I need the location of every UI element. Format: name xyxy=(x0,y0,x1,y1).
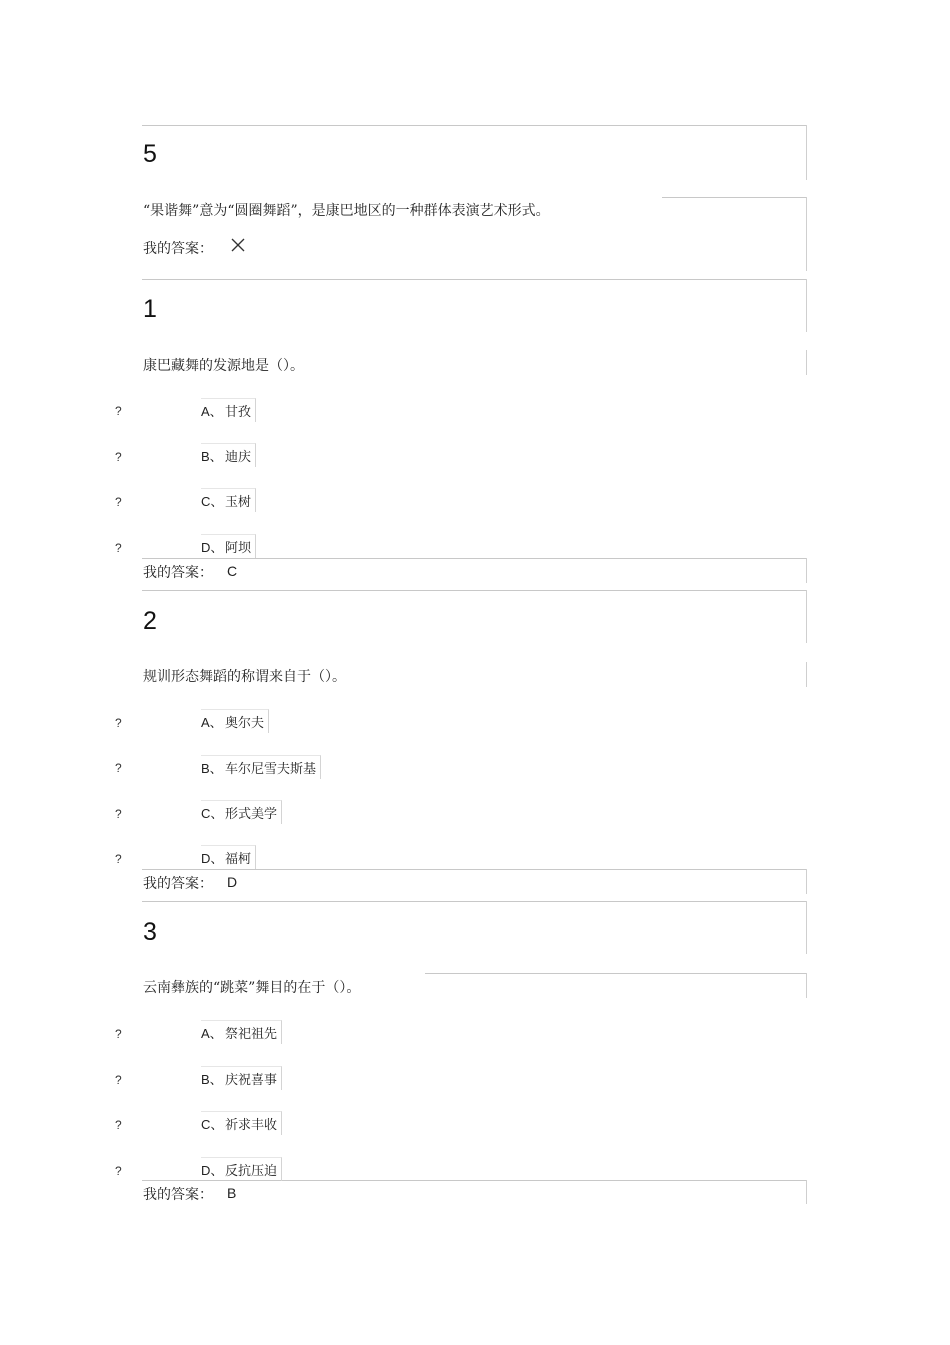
divider xyxy=(806,279,807,332)
divider xyxy=(806,662,807,687)
divider xyxy=(806,197,807,271)
option-text: 迪庆 xyxy=(225,450,252,465)
option-letter: D、 xyxy=(201,540,224,555)
option-letter: D、 xyxy=(201,1163,224,1178)
divider xyxy=(142,869,807,870)
option-text: 祭祀祖先 xyxy=(225,1027,278,1042)
option-bullet: ? xyxy=(115,716,122,730)
option-bullet: ? xyxy=(115,1073,122,1087)
divider xyxy=(806,869,807,894)
option-a[interactable] xyxy=(201,398,256,422)
option-bullet: ? xyxy=(115,404,122,418)
answer-value: D xyxy=(227,874,238,890)
divider xyxy=(142,590,807,591)
option-letter: A、 xyxy=(201,404,223,419)
answer-label: 我的答案： xyxy=(143,1187,213,1203)
option-d[interactable] xyxy=(201,534,256,558)
option-bullet: ? xyxy=(115,807,122,821)
question-number: 3 xyxy=(143,918,157,946)
option-letter: B、 xyxy=(201,761,223,776)
answer-value: C xyxy=(227,563,238,579)
option-text: 奥尔夫 xyxy=(225,716,265,731)
option-text: 车尔尼雪夫斯基 xyxy=(225,762,317,777)
option-letter: D、 xyxy=(201,851,224,866)
option-bullet: ? xyxy=(115,495,122,509)
option-bullet: ? xyxy=(115,1118,122,1132)
question-text: 规训形态舞蹈的称谓来自于（）。 xyxy=(143,669,346,685)
divider xyxy=(142,279,807,280)
option-letter: B、 xyxy=(201,1072,223,1087)
divider xyxy=(142,558,807,559)
divider xyxy=(806,590,807,643)
option-bullet: ? xyxy=(115,761,122,775)
option-letter: C、 xyxy=(201,1117,224,1132)
divider xyxy=(806,973,807,998)
option-letter: C、 xyxy=(201,806,224,821)
option-bullet: ? xyxy=(115,1027,122,1041)
option-bullet: ? xyxy=(115,852,122,866)
question-number: 1 xyxy=(143,295,157,323)
option-c[interactable] xyxy=(201,1111,282,1135)
divider xyxy=(806,125,807,180)
option-text: 庆祝喜事 xyxy=(225,1073,278,1088)
option-d[interactable] xyxy=(201,845,256,869)
divider xyxy=(806,558,807,583)
answer-label: 我的答案： xyxy=(143,241,213,257)
option-a[interactable] xyxy=(201,1020,282,1044)
option-letter: A、 xyxy=(201,715,223,730)
option-bullet: ? xyxy=(115,541,122,555)
option-text: 福柯 xyxy=(225,852,252,867)
option-c[interactable] xyxy=(201,488,256,512)
option-b[interactable] xyxy=(201,1066,282,1090)
option-text: 阿坝 xyxy=(225,541,252,556)
option-text: 祈求丰收 xyxy=(225,1118,278,1133)
option-a[interactable] xyxy=(201,709,269,733)
question-number: 5 xyxy=(143,140,157,168)
option-c[interactable] xyxy=(201,800,282,824)
option-d[interactable] xyxy=(201,1157,282,1181)
question-text: 云南彝族的“跳菜”舞目的在于（）。 xyxy=(143,980,361,996)
divider xyxy=(142,125,807,126)
question-text: 康巴藏舞的发源地是（）。 xyxy=(143,358,304,374)
answer-label: 我的答案： xyxy=(143,565,213,581)
divider xyxy=(806,350,807,375)
divider xyxy=(806,1180,807,1204)
divider xyxy=(662,197,807,198)
question-number: 2 xyxy=(143,607,157,635)
option-bullet: ? xyxy=(115,450,122,464)
divider xyxy=(142,901,807,902)
option-bullet: ? xyxy=(115,1164,122,1178)
option-b[interactable] xyxy=(201,755,321,779)
answer-value: B xyxy=(227,1185,237,1201)
divider xyxy=(425,973,807,974)
option-text: 反抗压迫 xyxy=(225,1164,278,1179)
answer-label: 我的答案： xyxy=(143,876,213,892)
question-text: “果谐舞”意为“圆圈舞蹈”，是康巴地区的一种群体表演艺术形式。 xyxy=(143,203,550,219)
cross-icon xyxy=(230,237,246,253)
option-letter: C、 xyxy=(201,494,224,509)
option-b[interactable] xyxy=(201,443,256,467)
divider xyxy=(806,901,807,954)
option-letter: A、 xyxy=(201,1026,223,1041)
option-letter: B、 xyxy=(201,449,223,464)
option-text: 甘孜 xyxy=(225,405,252,420)
option-text: 玉树 xyxy=(225,495,252,510)
option-text: 形式美学 xyxy=(225,807,278,822)
